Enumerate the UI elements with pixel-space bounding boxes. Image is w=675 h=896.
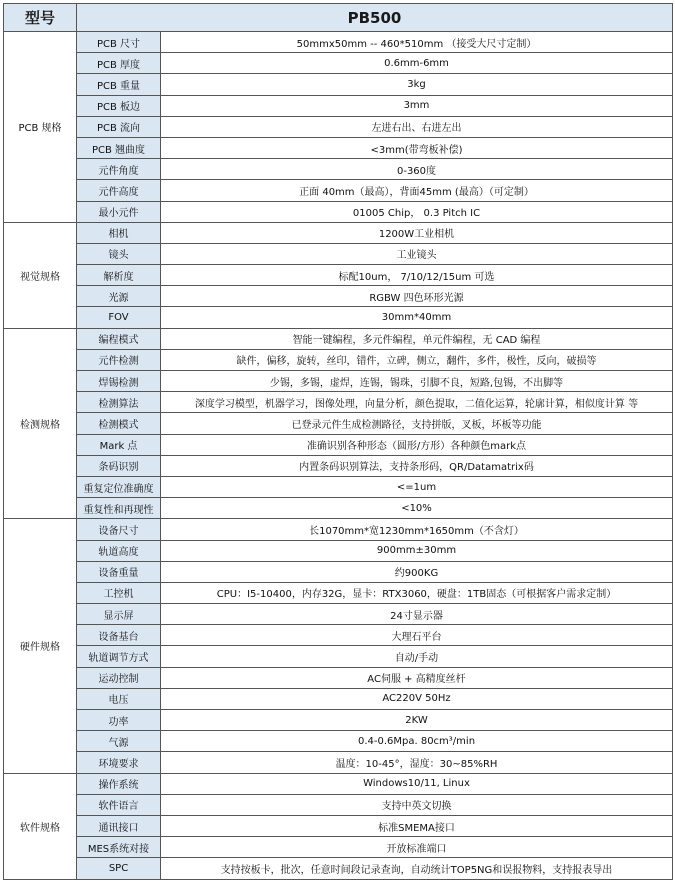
spec-value: AC伺服 + 高精度丝杆 [161,667,673,688]
spec-row [4,286,673,307]
spec-value: 温度：10-45°，湿度：30~85%RH [161,752,673,773]
spec-row [4,688,673,709]
spec-value: CPU：I5-10400，内存32G，显卡：RTX3060，硬盘：1TB固态（可根据客户需求定制） [161,582,673,603]
spec-value: 支持按板卡，批次，任意时间段记录查询，自动统计TOP5NG和误报物料，支持报表导出 [161,858,673,879]
spec-label: 最小元件 [77,201,161,222]
spec-label: 操作系统 [77,773,161,794]
spec-label: 检测模式 [77,413,161,434]
spec-row [4,95,673,116]
spec-value: <3mm(带弯板补偿) [161,137,673,158]
spec-row [4,519,673,540]
spec-value: 3kg [161,74,673,95]
category-cell: PCB 规格 [4,32,77,223]
spec-row [4,476,673,497]
spec-row [4,858,673,879]
spec-value: Windows10/11, Linux [161,773,673,794]
spec-value: 深度学习模型，机器学习，图像处理，向量分析，颜色提取，二值化运算，轮廓计算，相似度计算 等 [161,392,673,413]
spec-label: 轨道高度 [77,540,161,561]
spec-value: 标准SMEMA接口 [161,815,673,836]
spec-row [4,222,673,243]
spec-row [4,582,673,603]
spec-row [4,434,673,455]
spec-row [4,265,673,286]
spec-label: 重复定位准确度 [77,476,161,497]
spec-value: 自动/手动 [161,646,673,667]
spec-value: 内置条码识别算法，支持条形码，QR/Datamatrix码 [161,455,673,476]
spec-label: 轨道调节方式 [77,646,161,667]
spec-label: 气源 [77,731,161,752]
spec-value: 50mmx50mm -- 460*510mm （接受大尺寸定制） [161,32,673,53]
spec-value: 工业镜头 [161,243,673,264]
spec-value: 缺件，偏移，旋转，丝印，错件，立碑，侧立，翻件，多件，极性，反向，破损等 [161,349,673,370]
spec-label: 软件语言 [77,794,161,815]
spec-row [4,307,673,328]
spec-value: 少锡，多锡，虚焊，连锡，锡珠，引脚不良，短路,包锡，不出脚等 [161,371,673,392]
spec-row [4,201,673,222]
spec-row [4,498,673,519]
spec-label: PCB 翘曲度 [77,137,161,158]
spec-sheet [3,3,672,880]
spec-value: 01005 Chip， 0.3 Pitch IC [161,201,673,222]
category-cell: 视觉规格 [4,222,77,328]
spec-row [4,180,673,201]
spec-label: 编程模式 [77,328,161,349]
spec-label: 环境要求 [77,752,161,773]
spec-label: 镜头 [77,243,161,264]
spec-label: 焊锡检测 [77,371,161,392]
spec-row [4,710,673,731]
spec-label: 通讯接口 [77,815,161,836]
spec-row [4,646,673,667]
spec-row [4,116,673,137]
spec-label: 检测算法 [77,392,161,413]
spec-value: 已登录元件生成检测路径，支持拼版，叉板，坏板等功能 [161,413,673,434]
spec-row [4,371,673,392]
spec-value: 900mm±30mm [161,540,673,561]
spec-label: 显示屏 [77,604,161,625]
model-label: 型号 [4,4,77,32]
spec-row [4,540,673,561]
spec-value: 2KW [161,710,673,731]
spec-value: 智能一键编程，多元件编程，单元件编程，无 CAD 编程 [161,328,673,349]
spec-label: 解析度 [77,265,161,286]
spec-label: PCB 板边 [77,95,161,116]
spec-value: 正面 40mm（最高），背面45mm (最高）（可定制） [161,180,673,201]
spec-label: 功率 [77,710,161,731]
spec-label: 元件角度 [77,159,161,180]
spec-value: RGBW 四色环形光源 [161,286,673,307]
category-cell: 硬件规格 [4,519,77,773]
spec-table [3,3,673,880]
spec-value: 1200W工业相机 [161,222,673,243]
spec-label: PCB 流向 [77,116,161,137]
spec-row [4,32,673,53]
spec-label: 条码识别 [77,455,161,476]
spec-label: 重复性和再现性 [77,498,161,519]
spec-value: 开放标准端口 [161,837,673,858]
spec-row [4,561,673,582]
spec-row [4,74,673,95]
spec-value: 准确识别各种形态（圆形/方形）各种颜色mark点 [161,434,673,455]
spec-row [4,349,673,370]
spec-value: 左进右出、右进左出 [161,116,673,137]
spec-label: PCB 厚度 [77,53,161,74]
spec-row [4,53,673,74]
spec-value: 支持中英文切换 [161,794,673,815]
spec-value: 标配10um， 7/10/12/15um 可选 [161,265,673,286]
spec-row [4,243,673,264]
spec-label: 电压 [77,688,161,709]
spec-value: <=1um [161,476,673,497]
spec-value: 0.6mm-6mm [161,53,673,74]
spec-row [4,794,673,815]
spec-row [4,159,673,180]
header-row [4,4,673,32]
spec-label: Mark 点 [77,434,161,455]
spec-value: 24寸显示器 [161,604,673,625]
spec-value: 大理石平台 [161,625,673,646]
spec-value: 0-360度 [161,159,673,180]
spec-row [4,392,673,413]
spec-row [4,137,673,158]
spec-row [4,773,673,794]
spec-label: 光源 [77,286,161,307]
category-cell: 软件规格 [4,773,77,879]
spec-row [4,328,673,349]
spec-value: 长1070mm*宽1230mm*1650mm（不含灯） [161,519,673,540]
spec-label: 相机 [77,222,161,243]
spec-label: PCB 重量 [77,74,161,95]
spec-value: 3mm [161,95,673,116]
spec-label: 工控机 [77,582,161,603]
spec-label: 运动控制 [77,667,161,688]
spec-label: 设备重量 [77,561,161,582]
spec-label: MES系统对接 [77,837,161,858]
category-cell: 检测规格 [4,328,77,519]
spec-row [4,815,673,836]
model-value: PB500 [77,4,673,32]
spec-label: 设备基台 [77,625,161,646]
spec-row [4,667,673,688]
spec-value: 约900KG [161,561,673,582]
spec-value: <10% [161,498,673,519]
spec-label: FOV [77,307,161,328]
spec-label: 元件高度 [77,180,161,201]
spec-value: AC220V 50Hz [161,688,673,709]
spec-value: 30mm*40mm [161,307,673,328]
spec-row [4,604,673,625]
spec-row [4,455,673,476]
spec-row [4,413,673,434]
spec-label: 元件检测 [77,349,161,370]
spec-row [4,625,673,646]
spec-label: SPC [77,858,161,879]
spec-row [4,731,673,752]
spec-row [4,837,673,858]
spec-value: 0.4-0.6Mpa. 80cm³/min [161,731,673,752]
spec-row [4,752,673,773]
spec-label: 设备尺寸 [77,519,161,540]
spec-label: PCB 尺寸 [77,32,161,53]
